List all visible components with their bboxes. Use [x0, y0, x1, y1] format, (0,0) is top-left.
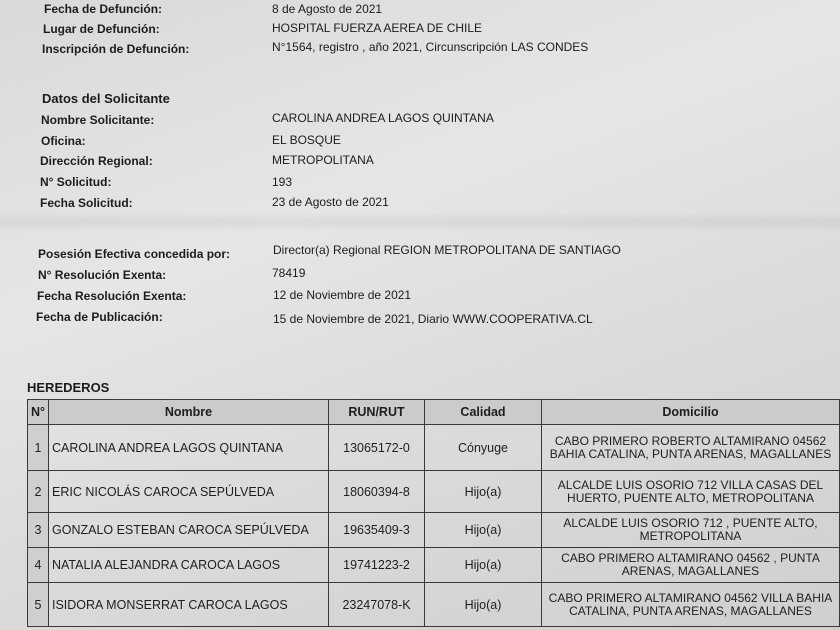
solicitante-section-title: Datos del Solicitante [42, 91, 170, 106]
table-row [28, 583, 840, 627]
heir-rut: 23247078-K [329, 583, 425, 627]
herederos-section-title: HEREDEROS [27, 380, 110, 395]
table-row [28, 471, 840, 513]
table-header-row [28, 400, 840, 425]
heir-rut: 19741223-2 [329, 548, 425, 583]
heir-rut: 19635409-3 [329, 513, 425, 548]
header-domicilio: Domicilio [542, 400, 840, 425]
table-row [28, 425, 840, 471]
heir-calidad: Cónyuge [425, 425, 542, 471]
heir-domicilio: CABO PRIMERO ALTAMIRANO 04562 VILLA BAHIA CATALINA, PUNTA ARENAS, MAGALLANES [542, 583, 840, 627]
row-number: 4 [28, 548, 49, 583]
heir-name: CAROLINA ANDREA LAGOS QUINTANA [49, 425, 329, 471]
fecha-defuncion-value: 8 de Agosto de 2021 [272, 2, 383, 16]
row-number: 3 [28, 513, 49, 548]
heir-name: GONZALO ESTEBAN CAROCA SEPÚLVEDA [49, 513, 329, 548]
fecha-solicitud-label: Fecha Solicitud: [40, 196, 133, 210]
table-row [28, 513, 840, 548]
direccion-regional-value: METROPOLITANA [272, 153, 374, 167]
inscripcion-defuncion-value: N°1564, registro , año 2021, Circunscripción LAS CONDES [272, 40, 589, 54]
numero-solicitud-value: 193 [272, 175, 293, 189]
nombre-solicitante-label: Nombre Solicitante: [41, 113, 155, 127]
fecha-publicacion-value: 15 de Noviembre de 2021, Diario WWW.COOPERATIVA.CL [273, 312, 593, 326]
herederos-table [27, 399, 840, 627]
posesion-concedida-value: Director(a) Regional REGION METROPOLITANA DE SANTIAGO [273, 243, 621, 257]
lugar-defuncion-label: Lugar de Defunción: [43, 22, 160, 36]
row-number: 1 [28, 425, 49, 471]
resolucion-exenta-value: 78419 [272, 266, 306, 280]
heir-calidad: Hijo(a) [425, 471, 542, 513]
heir-domicilio: CABO PRIMERO ALTAMIRANO 04562 , PUNTA ARENAS, MAGALLANES [542, 548, 840, 583]
table-row [28, 548, 840, 583]
heir-calidad: Hijo(a) [425, 583, 542, 627]
heir-calidad: Hijo(a) [425, 513, 542, 548]
heir-name: ISIDORA MONSERRAT CAROCA LAGOS [49, 583, 329, 627]
header-numero: N° [28, 400, 49, 425]
header-calidad: Calidad [425, 400, 542, 425]
resolucion-exenta-label: N° Resolución Exenta: [38, 268, 167, 282]
heir-domicilio: CABO PRIMERO ROBERTO ALTAMIRANO 04562 BAHIA CATALINA, PUNTA ARENAS, MAGALLANES [542, 425, 840, 471]
paper-fold-shadow [0, 212, 840, 232]
header-nombre: Nombre [49, 400, 329, 425]
heir-rut: 18060394-8 [329, 471, 425, 513]
row-number: 5 [28, 583, 49, 627]
direccion-regional-label: Dirección Regional: [40, 154, 153, 168]
lugar-defuncion-value: HOSPITAL FUERZA AEREA DE CHILE [272, 21, 483, 35]
posesion-concedida-label: Posesión Efectiva concedida por: [38, 247, 231, 261]
heir-domicilio: ALCALDE LUIS OSORIO 712 VILLA CASAS DEL HUERTO, PUENTE ALTO, METROPOLITANA [542, 471, 840, 513]
fecha-resolucion-value: 12 de Noviembre de 2021 [273, 288, 412, 302]
heir-calidad: Hijo(a) [425, 548, 542, 583]
inscripcion-defuncion-label: Inscripción de Defunción: [42, 42, 190, 56]
heir-name: ERIC NICOLÁS CAROCA SEPÚLVEDA [49, 471, 329, 513]
fecha-publicacion-label: Fecha de Publicación: [36, 310, 163, 324]
nombre-solicitante-value: CAROLINA ANDREA LAGOS QUINTANA [272, 111, 494, 125]
numero-solicitud-label: N° Solicitud: [40, 175, 112, 189]
oficina-value: EL BOSQUE [272, 133, 341, 147]
heir-name: NATALIA ALEJANDRA CAROCA LAGOS [49, 548, 329, 583]
oficina-label: Oficina: [41, 134, 86, 148]
fecha-defuncion-label: Fecha de Defunción: [44, 2, 163, 16]
heir-rut: 13065172-0 [329, 425, 425, 471]
fecha-solicitud-value: 23 de Agosto de 2021 [272, 195, 389, 209]
header-run-rut: RUN/RUT [329, 400, 425, 425]
row-number: 2 [28, 471, 49, 513]
heir-domicilio: ALCALDE LUIS OSORIO 712 , PUENTE ALTO, METROPOLITANA [542, 513, 840, 548]
fecha-resolucion-label: Fecha Resolución Exenta: [37, 289, 187, 303]
